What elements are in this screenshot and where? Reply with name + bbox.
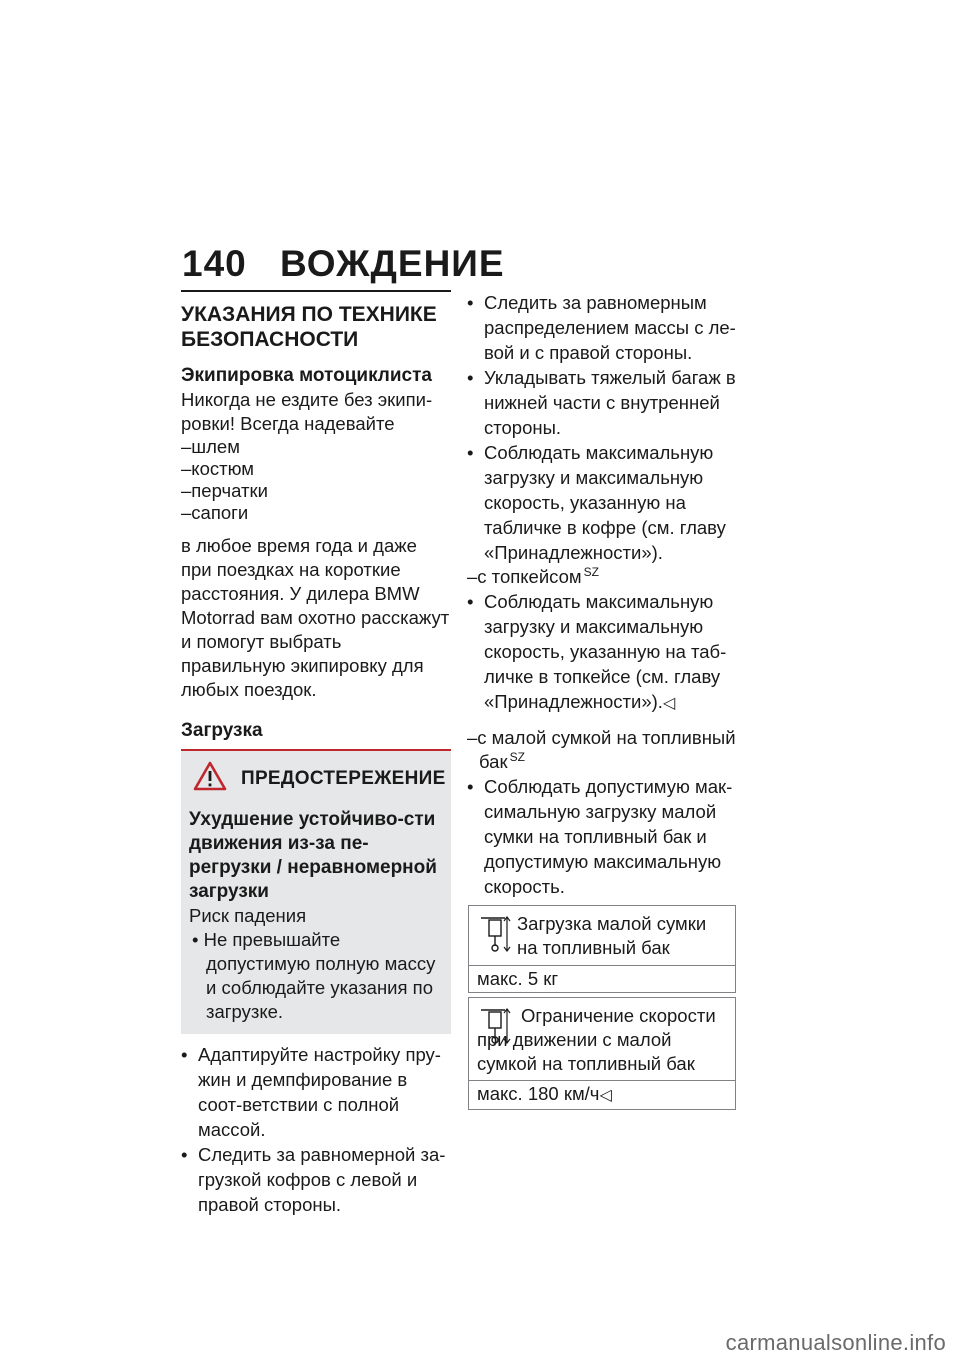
- end-mark-icon: ◁: [662, 695, 676, 712]
- gauge-icon: [477, 912, 517, 961]
- load-title: Загрузка: [181, 718, 451, 751]
- page-number: 140: [182, 243, 247, 284]
- topcase-label: –с топкейсом $^{SZ}$: [467, 564, 599, 587]
- spec-box-speed: [468, 997, 736, 1110]
- gear-title: Экипировка мотоциклиста: [181, 365, 432, 386]
- gear-item: –перчатки: [181, 480, 268, 501]
- list-item: • Соблюдать допустимую мак-симальную загрузку малой сумки на топливный бак и допустимую максимальную скорость.: [467, 776, 733, 897]
- warning-title: Ухудшение устойчиво-сти движения из-за пе-регрузки / неравномерной загрузки: [189, 809, 437, 902]
- chapter-title: ВОЖДЕНИЕ: [280, 243, 505, 284]
- list-item: • Укладывать тяжелый багаж в нижней части с внутренней стороны.: [467, 367, 736, 438]
- list-item: • Адаптируйте настройку пру-жин и демпфирование в соот-ветствии с полной массой.: [181, 1044, 441, 1140]
- end-mark-icon: ◁: [599, 1087, 612, 1104]
- gear-item: –шлем: [181, 436, 240, 457]
- spec-value: макс. 180 км/ч◁: [469, 1080, 735, 1109]
- sz-mark: SZ: [509, 749, 525, 764]
- list-item: • Следить за равномерным распределением массы с ле-вой и с правой стороны.: [467, 292, 736, 363]
- warning-triangle-icon: [193, 761, 227, 796]
- tankbag-label: –с малой сумкой на топливный бак $^{SZ}$: [467, 727, 736, 772]
- gear-item: –костюм: [181, 458, 254, 479]
- section-title: УКАЗАНИЯ ПО ТЕХНИКЕ БЕЗОПАСНОСТИ: [181, 303, 437, 351]
- left-column: [181, 290, 451, 1217]
- gear-intro: Никогда не ездите без экипи-ровки! Всегда надевайте: [181, 389, 433, 434]
- list-item: • Следить за равномерной за-грузкой кофров с левой и правой стороны.: [181, 1144, 446, 1215]
- right-column: [467, 290, 739, 1110]
- warning-header: [189, 761, 446, 796]
- warning-box: [181, 751, 451, 1034]
- gauge-icon: [477, 1004, 517, 1053]
- spec-title: Загрузка малой сумки на топливный бак: [517, 913, 707, 958]
- warning-label: ПРЕДОСТЕРЕЖЕНИЕ: [241, 767, 446, 789]
- bullet-glyph: •: [192, 929, 199, 950]
- warning-bullet: • Не превышайте допустимую полную массу и соблюдайте указания по загрузке.: [192, 929, 436, 1022]
- sz-mark: SZ: [583, 564, 599, 579]
- gear-outro: в любое время года и даже при поездках на короткие расстояния. У дилера BMW Motorrad вам охотно расскажут и помогут выбрать правильную экипировку для любых поездок.: [181, 535, 450, 700]
- gear-item: –сапоги: [181, 502, 249, 523]
- section-rule: [181, 290, 451, 292]
- spec-box-load: [468, 905, 736, 993]
- list-item: • Соблюдать максимальную загрузку и максимальную скорость, указанную на табличке в кофре (см. главу «Принадлежности»).: [467, 442, 726, 563]
- spec-title: Ограничение скорости при движении с малой сумкой на топливный бак: [477, 1005, 716, 1074]
- spec-value: макс. 5 кг: [469, 965, 735, 992]
- watermark: carmanualsonline.info: [725, 1330, 946, 1355]
- list-item: • Соблюдать максимальную загрузку и максимальную скорость, указанную на таб-личке в топкейсе (см. главу «Принадлежности»).◁: [467, 591, 727, 712]
- warning-risk: Риск падения: [189, 905, 307, 926]
